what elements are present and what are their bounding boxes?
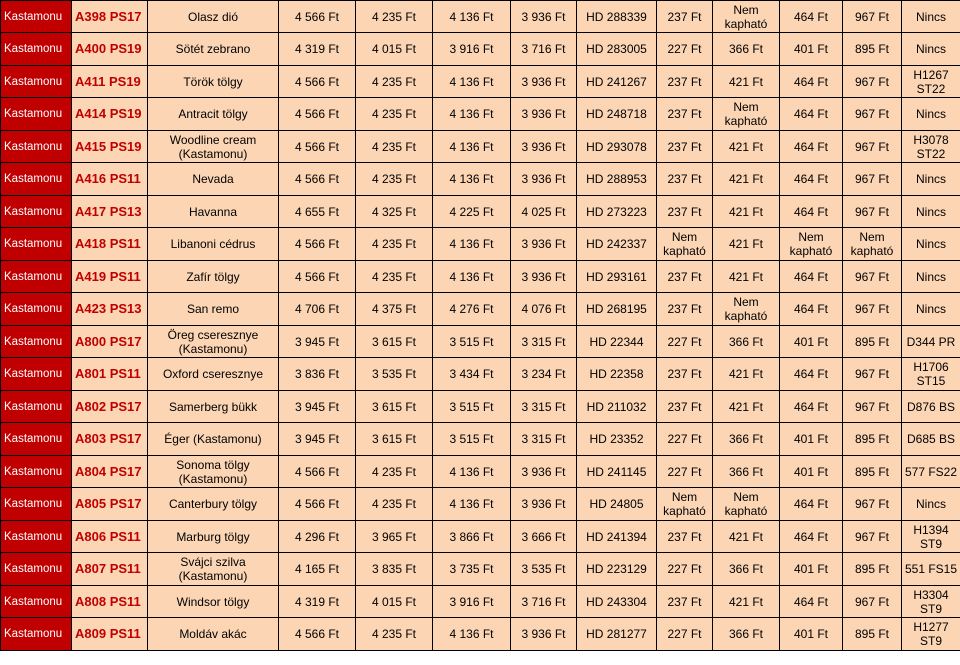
cell-edge-code: HD 211032	[577, 391, 657, 423]
cell-decor-name: Öreg cseresznye (Kastamonu)	[148, 326, 279, 358]
cell-edge-code: HD 248718	[577, 98, 657, 131]
cell-price-2: 3 615 Ft	[356, 326, 433, 358]
table-row	[1, 163, 960, 196]
table-row	[1, 1, 960, 33]
cell-price-2: 3 835 Ft	[356, 553, 433, 586]
table-row	[1, 456, 960, 488]
cell-edge-price-1: 237 Ft	[657, 521, 713, 553]
cell-edge-price-2: 421 Ft	[713, 163, 780, 196]
cell-edge-price-4: 967 Ft	[843, 1, 902, 33]
cell-price-2: 3 965 Ft	[356, 521, 433, 553]
cell-price-1: 4 566 Ft	[279, 456, 356, 488]
cell-price-2: 4 235 Ft	[356, 66, 433, 98]
cell-edge-price-3: 464 Ft	[780, 358, 843, 391]
cell-code: A804 PS17	[72, 456, 148, 488]
cell-edge-price-4: 967 Ft	[843, 261, 902, 293]
cell-brand: Kastamonu	[1, 98, 72, 131]
cell-price-1: 4 566 Ft	[279, 488, 356, 521]
cell-decor-name: Török tölgy	[148, 66, 279, 98]
cell-code: A805 PS17	[72, 488, 148, 521]
cell-edge-price-4: 895 Ft	[843, 423, 902, 456]
cell-price-3: 4 136 Ft	[433, 618, 511, 651]
cell-price-2: 4 015 Ft	[356, 33, 433, 66]
cell-edge-price-1: 237 Ft	[657, 163, 713, 196]
cell-code: A801 PS11	[72, 358, 148, 391]
cell-code: A800 PS17	[72, 326, 148, 358]
cell-edge-price-2: 421 Ft	[713, 66, 780, 98]
cell-brand: Kastamonu	[1, 326, 72, 358]
table-row	[1, 618, 960, 651]
cell-edge-price-2: 366 Ft	[713, 33, 780, 66]
cell-price-1: 4 706 Ft	[279, 293, 356, 326]
cell-edge-price-2: 421 Ft	[713, 261, 780, 293]
cell-edge-price-3: 464 Ft	[780, 1, 843, 33]
cell-price-1: 4 566 Ft	[279, 98, 356, 131]
cell-brand: Kastamonu	[1, 391, 72, 423]
cell-edge-price-4: 967 Ft	[843, 66, 902, 98]
cell-decor-name: Havanna	[148, 196, 279, 228]
cell-decor-name: Antracit tölgy	[148, 98, 279, 131]
cell-price-3: 4 136 Ft	[433, 228, 511, 261]
cell-edge-code: HD 283005	[577, 33, 657, 66]
cell-code: A806 PS11	[72, 521, 148, 553]
cell-price-3: 3 916 Ft	[433, 33, 511, 66]
cell-price-1: 4 566 Ft	[279, 163, 356, 196]
cell-edge-price-1: 237 Ft	[657, 261, 713, 293]
cell-price-3: 3 434 Ft	[433, 358, 511, 391]
cell-price-4: 3 936 Ft	[511, 456, 577, 488]
cell-code: A802 PS17	[72, 391, 148, 423]
cell-edge-price-4: 895 Ft	[843, 553, 902, 586]
cell-brand: Kastamonu	[1, 488, 72, 521]
cell-code: A415 PS19	[72, 131, 148, 163]
cell-price-2: 4 235 Ft	[356, 488, 433, 521]
cell-brand: Kastamonu	[1, 228, 72, 261]
price-table-body	[1, 1, 960, 651]
cell-edge-price-3: 401 Ft	[780, 618, 843, 651]
cell-price-3: 4 136 Ft	[433, 1, 511, 33]
cell-edge-price-4: 895 Ft	[843, 326, 902, 358]
cell-price-2: 4 235 Ft	[356, 1, 433, 33]
cell-pair-decor: H1267 ST22	[902, 66, 960, 98]
cell-edge-code: HD 22358	[577, 358, 657, 391]
cell-edge-price-4: 967 Ft	[843, 521, 902, 553]
cell-code: A414 PS19	[72, 98, 148, 131]
cell-edge-code: HD 223129	[577, 553, 657, 586]
cell-price-1: 4 566 Ft	[279, 66, 356, 98]
cell-edge-price-1: 237 Ft	[657, 196, 713, 228]
cell-price-2: 4 015 Ft	[356, 586, 433, 618]
table-row	[1, 261, 960, 293]
cell-price-3: 4 136 Ft	[433, 66, 511, 98]
cell-decor-name: Windsor tölgy	[148, 586, 279, 618]
cell-price-1: 3 945 Ft	[279, 423, 356, 456]
cell-edge-price-4: 895 Ft	[843, 618, 902, 651]
cell-brand: Kastamonu	[1, 196, 72, 228]
cell-edge-price-3: 464 Ft	[780, 293, 843, 326]
cell-price-4: 3 936 Ft	[511, 228, 577, 261]
cell-price-1: 4 165 Ft	[279, 553, 356, 586]
cell-price-2: 4 235 Ft	[356, 98, 433, 131]
cell-edge-price-3: Nem kapható	[780, 228, 843, 261]
cell-price-4: 3 234 Ft	[511, 358, 577, 391]
cell-pair-decor: Nincs	[902, 196, 960, 228]
table-row	[1, 293, 960, 326]
cell-edge-price-4: 967 Ft	[843, 391, 902, 423]
cell-edge-price-2: 421 Ft	[713, 228, 780, 261]
cell-price-4: 3 936 Ft	[511, 1, 577, 33]
cell-price-3: 4 136 Ft	[433, 131, 511, 163]
cell-edge-code: HD 281277	[577, 618, 657, 651]
cell-edge-price-4: 967 Ft	[843, 98, 902, 131]
cell-pair-decor: 577 FS22	[902, 456, 960, 488]
cell-edge-price-2: 421 Ft	[713, 131, 780, 163]
cell-pair-decor: H1706 ST15	[902, 358, 960, 391]
cell-edge-price-1: 237 Ft	[657, 293, 713, 326]
cell-brand: Kastamonu	[1, 261, 72, 293]
cell-pair-decor: 551 FS15	[902, 553, 960, 586]
cell-edge-price-1: 237 Ft	[657, 66, 713, 98]
cell-edge-code: HD 288953	[577, 163, 657, 196]
cell-edge-price-2: Nem kapható	[713, 293, 780, 326]
cell-edge-price-3: 464 Ft	[780, 586, 843, 618]
cell-brand: Kastamonu	[1, 358, 72, 391]
cell-pair-decor: Nincs	[902, 163, 960, 196]
table-row	[1, 228, 960, 261]
cell-price-4: 3 315 Ft	[511, 391, 577, 423]
cell-price-3: 3 735 Ft	[433, 553, 511, 586]
cell-edge-price-2: 421 Ft	[713, 196, 780, 228]
table-row	[1, 553, 960, 586]
cell-price-1: 3 945 Ft	[279, 391, 356, 423]
cell-price-4: 3 716 Ft	[511, 33, 577, 66]
cell-code: A417 PS13	[72, 196, 148, 228]
cell-price-4: 3 936 Ft	[511, 98, 577, 131]
cell-edge-price-1: 237 Ft	[657, 391, 713, 423]
cell-price-4: 3 936 Ft	[511, 261, 577, 293]
cell-edge-price-2: 366 Ft	[713, 423, 780, 456]
cell-brand: Kastamonu	[1, 131, 72, 163]
cell-edge-price-3: 464 Ft	[780, 163, 843, 196]
cell-decor-name: Éger (Kastamonu)	[148, 423, 279, 456]
cell-brand: Kastamonu	[1, 586, 72, 618]
cell-brand: Kastamonu	[1, 1, 72, 33]
cell-edge-code: HD 241145	[577, 456, 657, 488]
cell-edge-price-4: 895 Ft	[843, 33, 902, 66]
cell-price-2: 4 235 Ft	[356, 456, 433, 488]
cell-edge-price-1: 237 Ft	[657, 358, 713, 391]
cell-edge-price-4: 967 Ft	[843, 163, 902, 196]
cell-edge-price-3: 464 Ft	[780, 66, 843, 98]
cell-edge-price-1: Nem kapható	[657, 228, 713, 261]
cell-brand: Kastamonu	[1, 33, 72, 66]
cell-code: A419 PS11	[72, 261, 148, 293]
cell-decor-name: Svájci szilva (Kastamonu)	[148, 553, 279, 586]
cell-price-1: 4 566 Ft	[279, 1, 356, 33]
cell-edge-price-1: 237 Ft	[657, 131, 713, 163]
cell-edge-price-4: 895 Ft	[843, 456, 902, 488]
cell-decor-name: Libanoni cédrus	[148, 228, 279, 261]
cell-code: A808 PS11	[72, 586, 148, 618]
cell-brand: Kastamonu	[1, 293, 72, 326]
cell-price-3: 4 276 Ft	[433, 293, 511, 326]
cell-edge-code: HD 268195	[577, 293, 657, 326]
cell-brand: Kastamonu	[1, 66, 72, 98]
cell-edge-price-2: 366 Ft	[713, 553, 780, 586]
cell-decor-name: Sonoma tölgy (Kastamonu)	[148, 456, 279, 488]
cell-edge-price-2: 366 Ft	[713, 618, 780, 651]
cell-pair-decor: D685 BS	[902, 423, 960, 456]
cell-edge-price-4: 967 Ft	[843, 196, 902, 228]
cell-price-1: 4 566 Ft	[279, 228, 356, 261]
cell-price-4: 3 315 Ft	[511, 326, 577, 358]
cell-pair-decor: H1394 ST9	[902, 521, 960, 553]
cell-edge-price-1: 227 Ft	[657, 33, 713, 66]
cell-price-3: 3 515 Ft	[433, 326, 511, 358]
cell-pair-decor: H3304 ST9	[902, 586, 960, 618]
cell-edge-price-3: 464 Ft	[780, 131, 843, 163]
cell-edge-price-3: 464 Ft	[780, 261, 843, 293]
table-row	[1, 131, 960, 163]
cell-price-3: 4 136 Ft	[433, 261, 511, 293]
cell-price-4: 3 936 Ft	[511, 131, 577, 163]
cell-edge-code: HD 242337	[577, 228, 657, 261]
cell-edge-price-2: Nem kapható	[713, 98, 780, 131]
cell-pair-decor: H3078 ST22	[902, 131, 960, 163]
table-row	[1, 98, 960, 131]
cell-price-2: 4 375 Ft	[356, 293, 433, 326]
cell-price-2: 4 235 Ft	[356, 261, 433, 293]
cell-brand: Kastamonu	[1, 423, 72, 456]
cell-edge-price-3: 464 Ft	[780, 391, 843, 423]
cell-pair-decor: Nincs	[902, 228, 960, 261]
cell-price-3: 4 225 Ft	[433, 196, 511, 228]
cell-code: A807 PS11	[72, 553, 148, 586]
table-row	[1, 586, 960, 618]
cell-price-4: 3 535 Ft	[511, 553, 577, 586]
cell-edge-price-3: 401 Ft	[780, 326, 843, 358]
cell-pair-decor: D344 PR	[902, 326, 960, 358]
cell-edge-price-2: 366 Ft	[713, 326, 780, 358]
cell-code: A411 PS19	[72, 66, 148, 98]
cell-price-3: 4 136 Ft	[433, 488, 511, 521]
cell-price-3: 3 515 Ft	[433, 391, 511, 423]
cell-edge-price-4: 967 Ft	[843, 488, 902, 521]
cell-price-4: 3 936 Ft	[511, 66, 577, 98]
cell-price-3: 3 515 Ft	[433, 423, 511, 456]
cell-edge-price-1: 227 Ft	[657, 326, 713, 358]
table-row	[1, 196, 960, 228]
cell-price-3: 3 916 Ft	[433, 586, 511, 618]
cell-pair-decor: Nincs	[902, 488, 960, 521]
cell-edge-price-2: 421 Ft	[713, 358, 780, 391]
cell-brand: Kastamonu	[1, 521, 72, 553]
cell-edge-price-2: 421 Ft	[713, 391, 780, 423]
cell-price-1: 3 836 Ft	[279, 358, 356, 391]
cell-edge-code: HD 273223	[577, 196, 657, 228]
cell-price-2: 4 235 Ft	[356, 618, 433, 651]
cell-brand: Kastamonu	[1, 456, 72, 488]
cell-price-2: 3 615 Ft	[356, 391, 433, 423]
cell-brand: Kastamonu	[1, 618, 72, 651]
cell-edge-price-3: 401 Ft	[780, 423, 843, 456]
cell-edge-code: HD 22344	[577, 326, 657, 358]
cell-edge-price-4: 967 Ft	[843, 358, 902, 391]
cell-price-3: 4 136 Ft	[433, 98, 511, 131]
cell-price-1: 4 566 Ft	[279, 261, 356, 293]
cell-decor-name: Marburg tölgy	[148, 521, 279, 553]
cell-decor-name: Olasz dió	[148, 1, 279, 33]
cell-decor-name: San remo	[148, 293, 279, 326]
cell-price-1: 4 319 Ft	[279, 33, 356, 66]
cell-price-1: 4 566 Ft	[279, 618, 356, 651]
cell-edge-code: HD 293161	[577, 261, 657, 293]
cell-price-4: 3 936 Ft	[511, 488, 577, 521]
cell-edge-price-1: 227 Ft	[657, 553, 713, 586]
cell-code: A400 PS19	[72, 33, 148, 66]
cell-price-2: 4 235 Ft	[356, 131, 433, 163]
cell-edge-price-4: 967 Ft	[843, 131, 902, 163]
cell-edge-code: HD 24805	[577, 488, 657, 521]
cell-code: A809 PS11	[72, 618, 148, 651]
cell-edge-price-4: Nem kapható	[843, 228, 902, 261]
cell-brand: Kastamonu	[1, 163, 72, 196]
cell-brand: Kastamonu	[1, 553, 72, 586]
cell-edge-code: HD 241394	[577, 521, 657, 553]
cell-price-1: 4 566 Ft	[279, 131, 356, 163]
cell-edge-price-2: 421 Ft	[713, 521, 780, 553]
cell-edge-price-3: 464 Ft	[780, 196, 843, 228]
cell-price-4: 3 936 Ft	[511, 163, 577, 196]
cell-price-2: 4 325 Ft	[356, 196, 433, 228]
cell-decor-name: Samerberg bükk	[148, 391, 279, 423]
cell-decor-name: Canterbury tölgy	[148, 488, 279, 521]
cell-edge-price-1: 237 Ft	[657, 586, 713, 618]
cell-code: A416 PS11	[72, 163, 148, 196]
cell-price-4: 3 936 Ft	[511, 618, 577, 651]
cell-price-1: 4 319 Ft	[279, 586, 356, 618]
cell-edge-code: HD 293078	[577, 131, 657, 163]
table-row	[1, 66, 960, 98]
cell-price-2: 4 235 Ft	[356, 163, 433, 196]
cell-decor-name: Sötét zebrano	[148, 33, 279, 66]
cell-edge-price-1: 237 Ft	[657, 98, 713, 131]
cell-code: A398 PS17	[72, 1, 148, 33]
cell-edge-price-1: 227 Ft	[657, 423, 713, 456]
table-row	[1, 521, 960, 553]
cell-edge-price-1: 227 Ft	[657, 618, 713, 651]
cell-price-1: 3 945 Ft	[279, 326, 356, 358]
cell-edge-price-1: 227 Ft	[657, 456, 713, 488]
cell-decor-name: Zafír tölgy	[148, 261, 279, 293]
cell-edge-code: HD 288339	[577, 1, 657, 33]
table-row	[1, 423, 960, 456]
cell-price-3: 4 136 Ft	[433, 163, 511, 196]
cell-edge-price-4: 967 Ft	[843, 293, 902, 326]
cell-edge-price-2: Nem kapható	[713, 488, 780, 521]
cell-price-3: 3 866 Ft	[433, 521, 511, 553]
table-row	[1, 326, 960, 358]
cell-edge-price-3: 401 Ft	[780, 456, 843, 488]
cell-edge-price-3: 464 Ft	[780, 98, 843, 131]
cell-price-1: 4 296 Ft	[279, 521, 356, 553]
cell-pair-decor: Nincs	[902, 1, 960, 33]
cell-edge-price-3: 464 Ft	[780, 488, 843, 521]
cell-pair-decor: Nincs	[902, 261, 960, 293]
cell-code: A803 PS17	[72, 423, 148, 456]
table-row	[1, 33, 960, 66]
cell-edge-price-2: 366 Ft	[713, 456, 780, 488]
cell-price-4: 3 716 Ft	[511, 586, 577, 618]
cell-price-4: 3 315 Ft	[511, 423, 577, 456]
cell-edge-price-3: 401 Ft	[780, 33, 843, 66]
cell-pair-decor: H1277 ST9	[902, 618, 960, 651]
cell-price-1: 4 655 Ft	[279, 196, 356, 228]
cell-decor-name: Woodline cream (Kastamonu)	[148, 131, 279, 163]
cell-code: A418 PS11	[72, 228, 148, 261]
cell-edge-code: HD 243304	[577, 586, 657, 618]
cell-pair-decor: Nincs	[902, 293, 960, 326]
cell-edge-price-1: 237 Ft	[657, 1, 713, 33]
cell-edge-price-2: 421 Ft	[713, 586, 780, 618]
cell-edge-price-4: 967 Ft	[843, 586, 902, 618]
cell-decor-name: Oxford cseresznye	[148, 358, 279, 391]
cell-pair-decor: D876 BS	[902, 391, 960, 423]
table-row	[1, 358, 960, 391]
cell-edge-price-3: 464 Ft	[780, 521, 843, 553]
cell-decor-name: Moldáv akác	[148, 618, 279, 651]
cell-price-2: 4 235 Ft	[356, 228, 433, 261]
cell-edge-code: HD 23352	[577, 423, 657, 456]
cell-price-3: 4 136 Ft	[433, 456, 511, 488]
cell-price-4: 3 666 Ft	[511, 521, 577, 553]
cell-price-2: 3 615 Ft	[356, 423, 433, 456]
cell-edge-price-2: Nem kapható	[713, 1, 780, 33]
cell-edge-code: HD 241267	[577, 66, 657, 98]
cell-pair-decor: Nincs	[902, 33, 960, 66]
cell-decor-name: Nevada	[148, 163, 279, 196]
table-row	[1, 391, 960, 423]
table-row	[1, 488, 960, 521]
cell-edge-price-1: Nem kapható	[657, 488, 713, 521]
cell-code: A423 PS13	[72, 293, 148, 326]
cell-price-4: 4 025 Ft	[511, 196, 577, 228]
cell-edge-price-3: 401 Ft	[780, 553, 843, 586]
cell-pair-decor: Nincs	[902, 98, 960, 131]
cell-price-4: 4 076 Ft	[511, 293, 577, 326]
cell-price-2: 3 535 Ft	[356, 358, 433, 391]
